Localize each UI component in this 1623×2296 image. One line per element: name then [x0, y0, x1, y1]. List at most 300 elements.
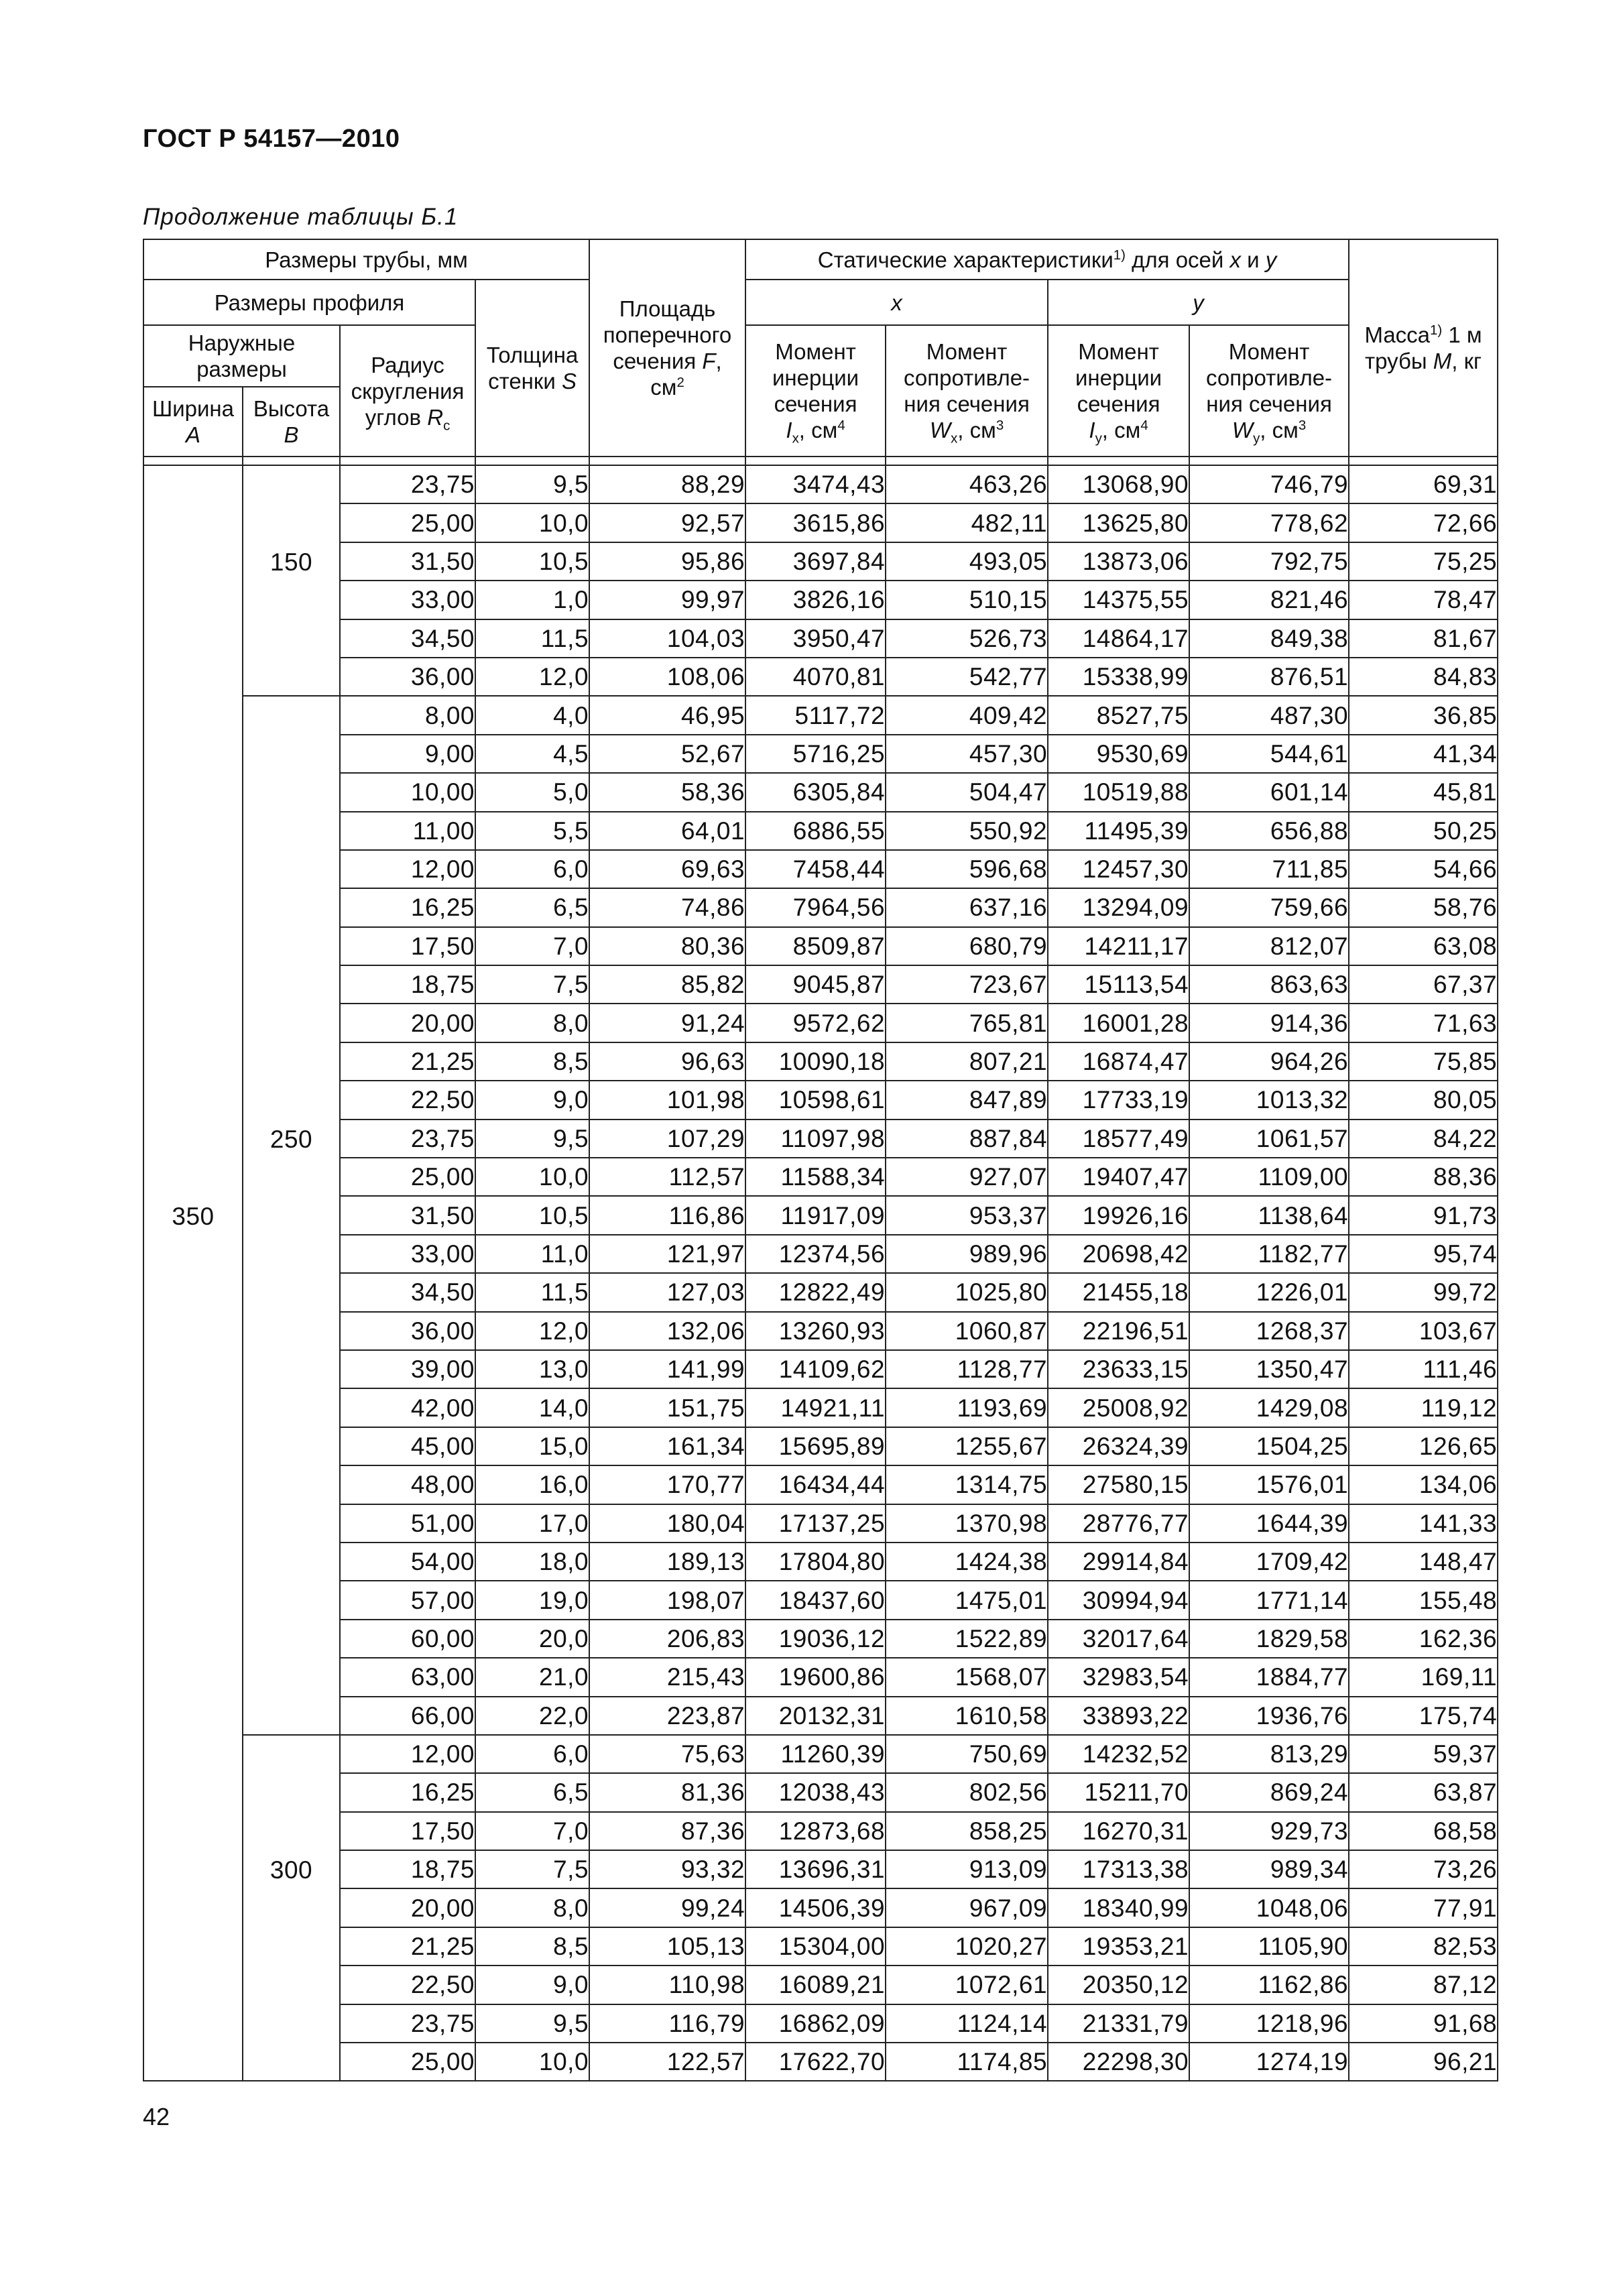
- area-cell: 104,03: [589, 619, 745, 658]
- moment-resistance-y-cell: 1268,37: [1189, 1312, 1349, 1350]
- separator-cell: [886, 457, 1048, 465]
- moment-inertia-x-cell: 17622,70: [745, 2043, 886, 2081]
- moment-inertia-x-cell: 3474,43: [745, 465, 886, 503]
- outer-width-symbol: A: [185, 422, 200, 447]
- corner-radius-cell: 25,00: [340, 1158, 475, 1196]
- moment-inertia-y-cell: 22196,51: [1048, 1312, 1189, 1350]
- moment-inertia-x-cell: 3826,16: [745, 581, 886, 619]
- table-row: [143, 2043, 1498, 2081]
- corner-radius-cell: 60,00: [340, 1620, 475, 1658]
- moment-resistance-y-unit-power: 3: [1298, 418, 1307, 433]
- moment-resistance-x-cell: 1610,58: [886, 1697, 1048, 1735]
- area-cell: 91,24: [589, 1004, 745, 1042]
- corner-radius-symbol: R: [427, 404, 444, 430]
- wall-thickness-cell: 6,5: [475, 1773, 589, 1811]
- mass-cell: 96,21: [1349, 2043, 1498, 2081]
- moment-resistance-x-cell: 457,30: [886, 735, 1048, 773]
- moment-resistance-x-header: [886, 325, 1048, 457]
- area-cell: 215,43: [589, 1658, 745, 1696]
- outer-dimensions-label: Наружные размеры: [188, 330, 296, 381]
- area-cell: 198,07: [589, 1581, 745, 1619]
- wall-thickness-cell: 7,0: [475, 927, 589, 965]
- moment-inertia-x-cell: 17137,25: [745, 1504, 886, 1543]
- wall-thickness-cell: 8,5: [475, 1042, 589, 1081]
- moment-resistance-x-cell: 1370,98: [886, 1504, 1048, 1543]
- wall-thickness-cell: 8,0: [475, 1888, 589, 1927]
- area-cell: 80,36: [589, 927, 745, 965]
- moment-resistance-y-cell: 1013,32: [1189, 1081, 1349, 1119]
- mass-header: [1349, 239, 1498, 457]
- moment-resistance-y-cell: 1644,39: [1189, 1504, 1349, 1543]
- moment-inertia-y-cell: 14375,55: [1048, 581, 1189, 619]
- table-row: [143, 773, 1498, 811]
- moment-inertia-y-cell: 15113,54: [1048, 965, 1189, 1004]
- moment-resistance-x-symbol: W: [929, 418, 951, 442]
- moment-resistance-x-cell: 680,79: [886, 927, 1048, 965]
- wall-thickness-cell: 4,0: [475, 696, 589, 734]
- wall-thickness-cell: 16,0: [475, 1465, 589, 1504]
- mass-cell: 119,12: [1349, 1388, 1498, 1427]
- wall-thickness-cell: 19,0: [475, 1581, 589, 1619]
- area-label: Площадь поперечного сечения: [603, 296, 732, 373]
- moment-resistance-y-cell: 746,79: [1189, 465, 1349, 503]
- mass-cell: 59,37: [1349, 1735, 1498, 1773]
- area-cell: 95,86: [589, 542, 745, 581]
- table-row: [143, 581, 1498, 619]
- moment-inertia-y-cell: 21455,18: [1048, 1273, 1189, 1311]
- wall-thickness-cell: 9,5: [475, 465, 589, 503]
- profile-dimensions-header: [143, 280, 475, 325]
- wall-thickness-cell: 10,5: [475, 1196, 589, 1234]
- moment-resistance-y-cell: 821,46: [1189, 581, 1349, 619]
- moment-resistance-y-cell: 656,88: [1189, 812, 1349, 850]
- outer-height-label: Высота: [253, 396, 330, 421]
- moment-resistance-x-cell: 750,69: [886, 1735, 1048, 1773]
- area-cell: 127,03: [589, 1273, 745, 1311]
- table-row: [143, 1196, 1498, 1234]
- moment-inertia-y-cell: 16001,28: [1048, 1004, 1189, 1042]
- corner-radius-cell: 12,00: [340, 850, 475, 888]
- header-row: [143, 325, 1498, 387]
- moment-inertia-y-cell: 32983,54: [1048, 1658, 1189, 1696]
- table-row: [143, 1465, 1498, 1504]
- table-row: [143, 1658, 1498, 1696]
- moment-resistance-y-cell: 711,85: [1189, 850, 1349, 888]
- wall-thickness-cell: 11,5: [475, 1273, 589, 1311]
- table-row: [143, 735, 1498, 773]
- moment-resistance-x-cell: 1424,38: [886, 1543, 1048, 1581]
- axis-y-symbol: y: [1265, 247, 1277, 272]
- moment-inertia-x-cell: 12873,68: [745, 1812, 886, 1850]
- mass-cell: 73,26: [1349, 1850, 1498, 1888]
- table-row: [143, 1120, 1498, 1158]
- moment-resistance-x-cell: 847,89: [886, 1081, 1048, 1119]
- moment-inertia-x-cell: 11917,09: [745, 1196, 886, 1234]
- outer-height-value: 300: [269, 1856, 313, 1884]
- mass-cell: 175,74: [1349, 1697, 1498, 1735]
- moment-inertia-x-cell: 10598,61: [745, 1081, 886, 1119]
- mass-cell: 88,36: [1349, 1158, 1498, 1196]
- corner-radius-cell: 18,75: [340, 1850, 475, 1888]
- outer-width-cell: [143, 465, 243, 2081]
- moment-inertia-y-cell: 14864,17: [1048, 619, 1189, 658]
- moment-inertia-x-cell: 19036,12: [745, 1620, 886, 1658]
- mass-cell: 69,31: [1349, 465, 1498, 503]
- table-row: [143, 1812, 1498, 1850]
- outer-height-cell: [243, 465, 340, 696]
- mass-cell: 67,37: [1349, 965, 1498, 1004]
- table-row: [143, 696, 1498, 734]
- moment-inertia-y-cell: 32017,64: [1048, 1620, 1189, 1658]
- area-cell: 170,77: [589, 1465, 745, 1504]
- moment-inertia-x-cell: 7964,56: [745, 888, 886, 926]
- moment-resistance-y-cell: 1061,57: [1189, 1120, 1349, 1158]
- separator-cell: [340, 457, 475, 465]
- corner-radius-cell: 36,00: [340, 1312, 475, 1350]
- mass-cell: 87,12: [1349, 1966, 1498, 2004]
- moment-resistance-y-cell: 792,75: [1189, 542, 1349, 581]
- page-number: 42: [143, 2103, 170, 2130]
- wall-thickness-cell: 6,5: [475, 888, 589, 926]
- wall-thickness-cell: 22,0: [475, 1697, 589, 1735]
- moment-resistance-x-cell: 1128,77: [886, 1350, 1048, 1388]
- moment-resistance-y-cell: 759,66: [1189, 888, 1349, 926]
- moment-inertia-x-cell: 18437,60: [745, 1581, 886, 1619]
- moment-resistance-x-cell: 1475,01: [886, 1581, 1048, 1619]
- table-row: [143, 1158, 1498, 1196]
- corner-radius-cell: 20,00: [340, 1888, 475, 1927]
- table-row: [143, 1735, 1498, 1773]
- wall-thickness-cell: 12,0: [475, 658, 589, 696]
- moment-resistance-y-cell: 914,36: [1189, 1004, 1349, 1042]
- moment-resistance-x-cell: 1124,14: [886, 2004, 1048, 2043]
- moment-resistance-x-cell: 765,81: [886, 1004, 1048, 1042]
- corner-radius-cell: 23,75: [340, 465, 475, 503]
- moment-resistance-y-cell: 544,61: [1189, 735, 1349, 773]
- mass-cell: 84,83: [1349, 658, 1498, 696]
- moment-inertia-x-cell: 17804,80: [745, 1543, 886, 1581]
- moment-inertia-x-symbol: I: [786, 418, 792, 442]
- mass-cell: 126,65: [1349, 1427, 1498, 1465]
- outer-width-value: 350: [172, 1202, 215, 1230]
- wall-thickness-cell: 10,0: [475, 1158, 589, 1196]
- moment-resistance-x-cell: 927,07: [886, 1158, 1048, 1196]
- mass-cell: 111,46: [1349, 1350, 1498, 1388]
- moment-inertia-y-cell: 19407,47: [1048, 1158, 1189, 1196]
- corner-radius-cell: 57,00: [340, 1581, 475, 1619]
- table-caption: Продолжение таблицы Б.1: [143, 204, 459, 230]
- wall-thickness-cell: 20,0: [475, 1620, 589, 1658]
- moment-resistance-x-unit-power: 3: [996, 418, 1004, 433]
- separator-cell: [243, 457, 340, 465]
- moment-inertia-x-cell: 16862,09: [745, 2004, 886, 2043]
- corner-radius-cell: 45,00: [340, 1427, 475, 1465]
- footnote-mark: 1): [1430, 322, 1443, 338]
- axis-x-label: x: [891, 290, 902, 315]
- moment-resistance-x-cell: 493,05: [886, 542, 1048, 581]
- moment-resistance-x-cell: 723,67: [886, 965, 1048, 1004]
- corner-radius-cell: 39,00: [340, 1350, 475, 1388]
- moment-inertia-y-cell: 19353,21: [1048, 1927, 1189, 1966]
- moment-inertia-x-cell: 14921,11: [745, 1388, 886, 1427]
- wall-thickness-cell: 9,0: [475, 1966, 589, 2004]
- table-row: [143, 965, 1498, 1004]
- moment-resistance-x-cell: 409,42: [886, 696, 1048, 734]
- moment-inertia-x-cell: 12038,43: [745, 1773, 886, 1811]
- wall-thickness-cell: 12,0: [475, 1312, 589, 1350]
- moment-resistance-x-cell: 802,56: [886, 1773, 1048, 1811]
- table-row: [143, 1697, 1498, 1735]
- corner-radius-cell: 63,00: [340, 1658, 475, 1696]
- wall-thickness-cell: 4,5: [475, 735, 589, 773]
- moment-inertia-y-header: [1048, 325, 1189, 457]
- moment-inertia-y-cell: 30994,94: [1048, 1581, 1189, 1619]
- wall-thickness-cell: 10,5: [475, 542, 589, 581]
- moment-inertia-y-cell: 18577,49: [1048, 1120, 1189, 1158]
- wall-thickness-symbol: S: [561, 369, 577, 394]
- wall-thickness-cell: 10,0: [475, 503, 589, 542]
- wall-thickness-cell: 7,0: [475, 1812, 589, 1850]
- mass-cell: 75,25: [1349, 542, 1498, 581]
- moment-inertia-y-subscript: y: [1095, 430, 1102, 446]
- table-row: [143, 1081, 1498, 1119]
- area-cell: 189,13: [589, 1543, 745, 1581]
- mass-cell: 50,25: [1349, 812, 1498, 850]
- wall-thickness-cell: 11,0: [475, 1235, 589, 1273]
- table-row: [143, 1543, 1498, 1581]
- moment-resistance-x-cell: 1255,67: [886, 1427, 1048, 1465]
- corner-radius-cell: 25,00: [340, 2043, 475, 2081]
- moment-resistance-y-cell: 964,26: [1189, 1042, 1349, 1081]
- mass-cell: 77,91: [1349, 1888, 1498, 1927]
- moment-inertia-y-cell: 23633,15: [1048, 1350, 1189, 1388]
- moment-resistance-y-cell: 1576,01: [1189, 1465, 1349, 1504]
- mass-cell: 91,68: [1349, 2004, 1498, 2043]
- moment-resistance-x-cell: 1072,61: [886, 1966, 1048, 2004]
- moment-inertia-y-cell: 16874,47: [1048, 1042, 1189, 1081]
- corner-radius-cell: 36,00: [340, 658, 475, 696]
- corner-radius-cell: 51,00: [340, 1504, 475, 1543]
- moment-resistance-y-label: Момент сопротивле- ния сечения: [1206, 339, 1333, 416]
- area-cell: 92,57: [589, 503, 745, 542]
- wall-thickness-cell: 5,0: [475, 773, 589, 811]
- table-row: [143, 812, 1498, 850]
- moment-resistance-x-cell: 1522,89: [886, 1620, 1048, 1658]
- moment-resistance-y-cell: 1936,76: [1189, 1697, 1349, 1735]
- moment-inertia-x-cell: 11588,34: [745, 1158, 886, 1196]
- table-row: [143, 1273, 1498, 1311]
- moment-resistance-y-cell: 813,29: [1189, 1735, 1349, 1773]
- moment-inertia-x-cell: 20132,31: [745, 1697, 886, 1735]
- moment-inertia-y-cell: 15211,70: [1048, 1773, 1189, 1811]
- corner-radius-cell: 9,00: [340, 735, 475, 773]
- mass-cell: 68,58: [1349, 1812, 1498, 1850]
- table-row: [143, 542, 1498, 581]
- cross-section-area-header: [589, 239, 745, 457]
- mass-cell: 71,63: [1349, 1004, 1498, 1042]
- profile-dimensions-label: Размеры профиля: [214, 290, 405, 315]
- area-cell: 74,86: [589, 888, 745, 926]
- moment-inertia-x-subscript: x: [792, 430, 799, 446]
- table-row: [143, 1004, 1498, 1042]
- moment-resistance-y-symbol: W: [1231, 418, 1254, 442]
- moment-resistance-y-cell: 601,14: [1189, 773, 1349, 811]
- moment-inertia-x-cell: 5716,25: [745, 735, 886, 773]
- moment-inertia-y-cell: 14232,52: [1048, 1735, 1189, 1773]
- area-cell: 107,29: [589, 1120, 745, 1158]
- corner-radius-cell: 21,25: [340, 1927, 475, 1966]
- moment-resistance-x-cell: 807,21: [886, 1042, 1048, 1081]
- mass-label-rest: 1 м трубы: [1365, 322, 1482, 373]
- mass-cell: 155,48: [1349, 1581, 1498, 1619]
- moment-resistance-y-cell: 487,30: [1189, 696, 1349, 734]
- outer-dimensions-header: [143, 325, 340, 387]
- outer-height-cell: [243, 1735, 340, 2081]
- moment-resistance-x-cell: 1193,69: [886, 1388, 1048, 1427]
- corner-radius-cell: 66,00: [340, 1697, 475, 1735]
- corner-radius-subscript: c: [443, 418, 450, 434]
- wall-thickness-cell: 11,5: [475, 619, 589, 658]
- mass-cell: 41,34: [1349, 735, 1498, 773]
- area-cell: 141,99: [589, 1350, 745, 1388]
- moment-inertia-y-cell: 33893,22: [1048, 1697, 1189, 1735]
- area-cell: 75,63: [589, 1735, 745, 1773]
- area-cell: 99,97: [589, 581, 745, 619]
- moment-resistance-y-cell: 1829,58: [1189, 1620, 1349, 1658]
- wall-thickness-cell: 13,0: [475, 1350, 589, 1388]
- area-cell: 64,01: [589, 812, 745, 850]
- static-characteristics-label: Статические характеристики: [817, 247, 1114, 272]
- table-row: [143, 1042, 1498, 1081]
- moment-resistance-x-cell: 1568,07: [886, 1658, 1048, 1696]
- moment-resistance-x-unit: , см: [957, 418, 996, 442]
- moment-resistance-y-cell: 1709,42: [1189, 1543, 1349, 1581]
- moment-inertia-x-cell: 13696,31: [745, 1850, 886, 1888]
- moment-inertia-x-cell: 13260,93: [745, 1312, 886, 1350]
- area-cell: 180,04: [589, 1504, 745, 1543]
- mass-cell: 54,66: [1349, 850, 1498, 888]
- area-unit-power: 2: [676, 375, 684, 390]
- footnote-mark: 1): [1113, 247, 1126, 263]
- moment-inertia-y-cell: 13873,06: [1048, 542, 1189, 581]
- corner-radius-cell: 23,75: [340, 2004, 475, 2043]
- axis-x-header: [745, 280, 1048, 325]
- moment-inertia-x-cell: 8509,87: [745, 927, 886, 965]
- moment-resistance-y-unit: , см: [1260, 418, 1299, 442]
- table-row: [143, 850, 1498, 888]
- moment-resistance-x-cell: 542,77: [886, 658, 1048, 696]
- area-cell: 88,29: [589, 465, 745, 503]
- moment-inertia-y-unit-power: 4: [1140, 418, 1148, 433]
- moment-inertia-x-cell: 15304,00: [745, 1927, 886, 1966]
- axis-x-symbol: x: [1229, 247, 1242, 272]
- moment-inertia-x-cell: 10090,18: [745, 1042, 886, 1081]
- area-cell: 99,24: [589, 1888, 745, 1927]
- mass-cell: 169,11: [1349, 1658, 1498, 1696]
- corner-radius-cell: 8,00: [340, 696, 475, 734]
- wall-thickness-cell: 7,5: [475, 965, 589, 1004]
- moment-inertia-x-cell: 4070,81: [745, 658, 886, 696]
- table-row: [143, 1850, 1498, 1888]
- moment-inertia-y-cell: 29914,84: [1048, 1543, 1189, 1581]
- header-row: [143, 280, 1498, 325]
- moment-inertia-y-cell: 13294,09: [1048, 888, 1189, 926]
- moment-inertia-x-cell: 11260,39: [745, 1735, 886, 1773]
- moment-inertia-y-cell: 28776,77: [1048, 1504, 1189, 1543]
- corner-radius-cell: 10,00: [340, 773, 475, 811]
- corner-radius-cell: 42,00: [340, 1388, 475, 1427]
- table-row: [143, 1312, 1498, 1350]
- table-row: [143, 619, 1498, 658]
- moment-resistance-y-cell: 929,73: [1189, 1812, 1349, 1850]
- area-cell: 87,36: [589, 1812, 745, 1850]
- table-row: [143, 1927, 1498, 1966]
- outer-height-value: 250: [269, 1125, 313, 1153]
- corner-radius-cell: 22,50: [340, 1081, 475, 1119]
- outer-height-value: 150: [269, 548, 313, 576]
- area-cell: 110,98: [589, 1966, 745, 2004]
- moment-resistance-y-cell: 876,51: [1189, 658, 1349, 696]
- moment-resistance-x-cell: 1060,87: [886, 1312, 1048, 1350]
- moment-resistance-x-cell: 858,25: [886, 1812, 1048, 1850]
- table-row: [143, 1620, 1498, 1658]
- moment-resistance-x-subscript: x: [951, 430, 958, 446]
- area-cell: 151,75: [589, 1388, 745, 1427]
- moment-inertia-x-cell: 3950,47: [745, 619, 886, 658]
- moment-inertia-x-cell: 16089,21: [745, 1966, 886, 2004]
- area-cell: 58,36: [589, 773, 745, 811]
- moment-inertia-y-cell: 26324,39: [1048, 1427, 1189, 1465]
- table-row: [143, 1888, 1498, 1927]
- table-row: [143, 927, 1498, 965]
- moment-resistance-y-cell: 1504,25: [1189, 1427, 1349, 1465]
- mass-cell: 63,08: [1349, 927, 1498, 965]
- mass-cell: 141,33: [1349, 1504, 1498, 1543]
- moment-resistance-y-cell: 1429,08: [1189, 1388, 1349, 1427]
- table-row: [143, 1504, 1498, 1543]
- area-cell: 52,67: [589, 735, 745, 773]
- moment-resistance-x-label: Момент сопротивле- ния сечения: [904, 339, 1030, 416]
- moment-resistance-x-cell: 967,09: [886, 1888, 1048, 1927]
- corner-radius-cell: 34,50: [340, 619, 475, 658]
- mass-cell: 148,47: [1349, 1543, 1498, 1581]
- moment-inertia-y-label: Момент инерции сечения: [1075, 339, 1162, 416]
- mass-cell: 162,36: [1349, 1620, 1498, 1658]
- moment-resistance-x-cell: 504,47: [886, 773, 1048, 811]
- corner-radius-cell: 23,75: [340, 1120, 475, 1158]
- moment-resistance-y-cell: 1109,00: [1189, 1158, 1349, 1196]
- wall-thickness-cell: 9,5: [475, 2004, 589, 2043]
- moment-inertia-y-cell: 8527,75: [1048, 696, 1189, 734]
- moment-resistance-x-cell: 482,11: [886, 503, 1048, 542]
- table-body: [143, 457, 1498, 2081]
- moment-inertia-y-cell: 20698,42: [1048, 1235, 1189, 1273]
- moment-resistance-x-cell: 1314,75: [886, 1465, 1048, 1504]
- separator-cell: [1349, 457, 1498, 465]
- moment-resistance-y-cell: 863,63: [1189, 965, 1349, 1004]
- moment-resistance-x-cell: 1025,80: [886, 1273, 1048, 1311]
- moment-inertia-y-cell: 17733,19: [1048, 1081, 1189, 1119]
- table-row: [143, 1350, 1498, 1388]
- corner-radius-cell: 34,50: [340, 1273, 475, 1311]
- mass-cell: 72,66: [1349, 503, 1498, 542]
- corner-radius-cell: 22,50: [340, 1966, 475, 2004]
- moment-inertia-x-label: Момент инерции сечения: [772, 339, 859, 416]
- moment-resistance-x-cell: 550,92: [886, 812, 1048, 850]
- wall-thickness-cell: 14,0: [475, 1388, 589, 1427]
- wall-thickness-label: Толщина стенки: [486, 343, 579, 394]
- conjunction-text: и: [1241, 247, 1266, 272]
